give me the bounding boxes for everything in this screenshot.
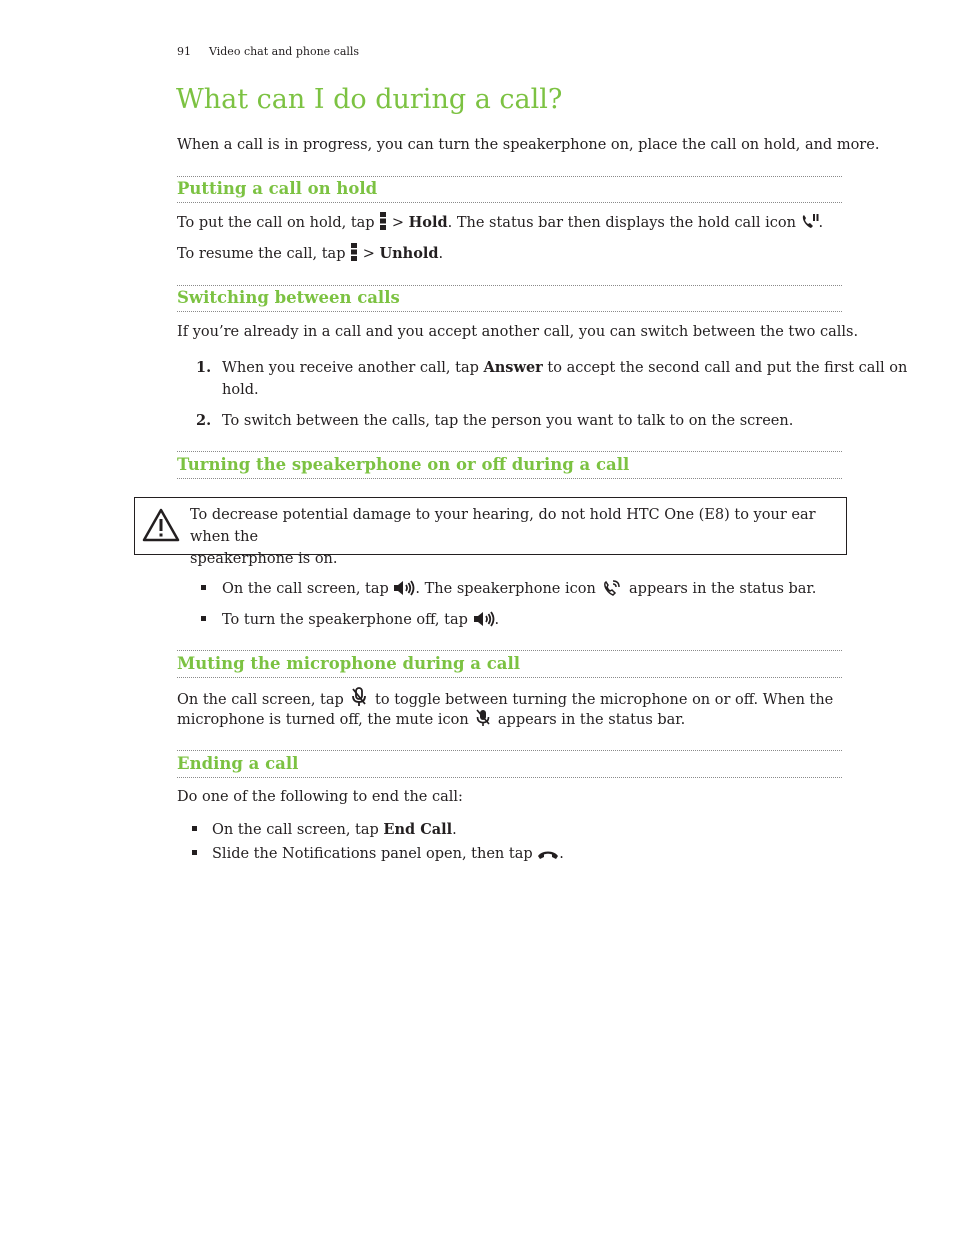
menu-icon [350, 243, 358, 268]
page-title: What can I do during a call? [176, 84, 563, 115]
section-divider-bottom [177, 478, 842, 479]
warning-icon [142, 508, 180, 546]
section-divider-top [177, 285, 842, 286]
ending-bullet-1 [212, 819, 457, 841]
section-divider-bottom [177, 311, 842, 312]
ending-bullet-2 [212, 843, 564, 868]
step-1-line-2: hold. [222, 382, 259, 398]
separator: > [362, 246, 375, 262]
period: . [559, 846, 564, 862]
step-1-text-a: When you receive another call, tap [222, 360, 479, 376]
bullet-marker [192, 850, 197, 855]
bullet-marker [201, 616, 206, 621]
section-heading-mute: Muting the microphone during a call [177, 654, 521, 673]
period: . [818, 215, 824, 231]
mute-text-d: appears in the status bar. [497, 712, 686, 728]
chapter-title: Video chat and phone calls [209, 45, 360, 58]
section-divider-top [177, 451, 842, 452]
section-heading-speakerphone: Turning the speakerphone on or off during a call [177, 455, 630, 474]
step-2-text: To switch between the calls, tap the person you want to talk to on the screen. [222, 413, 794, 429]
step-1-text-b: to accept the second call and put the first call on [547, 360, 908, 376]
hold-text-b: . The status bar then displays the hold call icon [447, 215, 796, 231]
hold-label: Hold [408, 214, 448, 231]
speaker-text-c: appears in the status bar. [629, 581, 817, 597]
running-header [177, 45, 359, 58]
end-call-label: End Call [383, 821, 453, 838]
unhold-text-a: To resume the call, tap [177, 246, 346, 262]
answer-label: Answer [483, 359, 543, 376]
section-heading-switching: Switching between calls [177, 288, 400, 307]
warning-line-2: speakerphone is on. [190, 551, 338, 567]
speaker-text-a: On the call screen, tap [222, 581, 389, 597]
bullet-marker [201, 585, 206, 590]
end-call-icon [537, 846, 559, 868]
ending-text-a: On the call screen, tap [212, 822, 379, 838]
section-divider-bottom [177, 777, 842, 778]
warning-line-1: To decrease potential damage to your hearing, do not hold HTC One (E8) to your ear when the [190, 507, 816, 545]
section-divider-top [177, 650, 842, 651]
unhold-label: Unhold [379, 245, 439, 262]
speaker-off-text: To turn the speakerphone off, tap [222, 612, 468, 628]
unhold-instruction [177, 243, 443, 268]
step-number: 1. [196, 359, 212, 376]
speaker-icon [393, 580, 415, 603]
mute-status-icon [476, 709, 490, 734]
period: . [494, 612, 500, 628]
step-number: 2. [196, 412, 212, 429]
intro-paragraph: When a call is in progress, you can turn the speakerphone on, place the call on hold, and more. [177, 137, 880, 153]
speakerphone-status-icon [603, 580, 621, 603]
ending-text-b: Slide the Notifications panel open, then tap [212, 846, 533, 862]
warning-text [190, 504, 830, 570]
step-1-line-1 [222, 357, 907, 379]
period: . [438, 246, 444, 262]
hold-instruction [177, 212, 823, 237]
section-heading-ending: Ending a call [177, 754, 299, 773]
menu-icon [379, 212, 387, 237]
page-number: 91 [177, 45, 191, 58]
mute-line-2 [177, 709, 685, 734]
section-divider-top [177, 176, 842, 177]
ending-intro: Do one of the following to end the call: [177, 789, 463, 805]
section-divider-top [177, 750, 842, 751]
warning-box [134, 497, 847, 567]
speaker-icon [473, 611, 495, 634]
period: . [452, 822, 457, 838]
mute-text-b: to toggle between turning the microphone on or off. When the [375, 692, 834, 708]
switching-intro: If you’re already in a call and you accept another call, you can switch between the two calls. [177, 324, 859, 340]
section-heading-hold: Putting a call on hold [177, 179, 378, 198]
speaker-bullet-2 [222, 609, 499, 634]
section-divider-bottom [177, 202, 842, 203]
speaker-bullet-1 [222, 578, 816, 603]
hold-call-icon [801, 214, 819, 237]
hold-text-a: To put the call on hold, tap [177, 215, 375, 231]
separator: > [391, 215, 404, 231]
mute-text-c: microphone is turned off, the mute icon [177, 712, 469, 728]
mute-text-a: On the call screen, tap [177, 692, 344, 708]
section-divider-bottom [177, 677, 842, 678]
bullet-marker [192, 826, 197, 831]
speaker-text-b: . The speakerphone icon [415, 581, 596, 597]
